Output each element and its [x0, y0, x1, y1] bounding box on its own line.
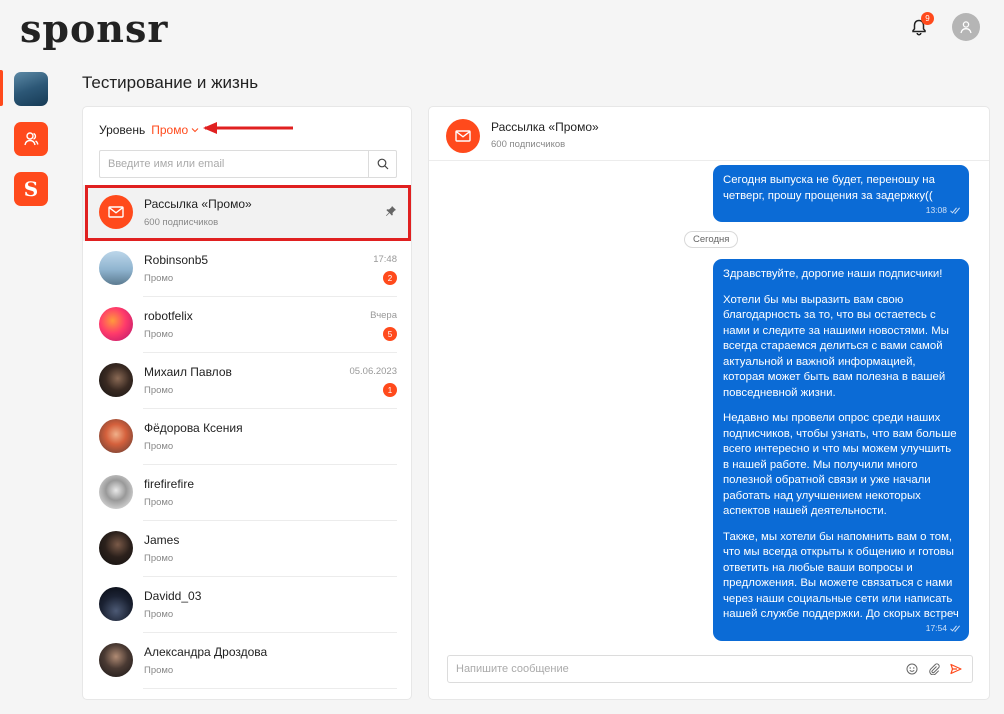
chat-subtitle: Промо: [144, 385, 174, 396]
chat-avatar: [99, 251, 133, 285]
chat-name: robotfelix: [144, 309, 193, 323]
message-text: Хотели бы мы выразить вам свою благодарность за то, что вы остаетесь с нами и следите за нашими новостями. Мы всегда стараемся делиться с вами самой актуальной и важной информацией, которая может быть вам полезна в вашей повседневной жизни.: [723, 293, 949, 399]
double-check-icon: [950, 207, 961, 214]
chat-item[interactable]: [83, 241, 412, 297]
chat-subtitle: Промо: [144, 609, 174, 620]
chat-list-panel: [82, 106, 412, 700]
chat-subtitle: Промо: [144, 497, 174, 508]
composer-actions: [906, 663, 972, 675]
unread-badge: 1: [383, 383, 397, 397]
chat-time: 17:48: [373, 254, 397, 265]
chat-subtitle: 600 подписчиков: [144, 217, 219, 228]
message-composer: [447, 655, 973, 683]
sponsr-s-icon: S: [23, 177, 39, 201]
message-input[interactable]: [448, 663, 906, 675]
message-text: Также, мы хотели бы напомнить вам о том, что мы всегда открыты к общению и готовы ответить на любые ваши вопросы и предложения. Вы можете связаться с нами через наши социальные сети или написать нашей службе поддержки. До скорых встреч: [723, 530, 959, 620]
unread-badge: 2: [383, 271, 397, 285]
chat-name: Александра Дроздова: [144, 645, 268, 659]
conversation-header: [429, 107, 989, 161]
people-icon: [22, 130, 40, 148]
chevron-down-icon: [191, 127, 199, 133]
message-text: Здравствуйте, дорогие наши подписчики!: [723, 268, 943, 280]
chat-name: Davidd_03: [144, 589, 202, 603]
chat-avatar: [99, 475, 133, 509]
send-icon[interactable]: [950, 663, 962, 675]
chat-name: Михаил Павлов: [144, 365, 232, 379]
paperclip-icon[interactable]: [928, 663, 940, 675]
day-separator: Сегодня: [684, 231, 738, 248]
page-title: Тестирование и жизнь: [82, 73, 259, 92]
chat-time: Вчера: [370, 310, 397, 321]
topbar-actions: [904, 12, 980, 42]
notifications-badge: 9: [921, 12, 934, 25]
chat-item[interactable]: [83, 297, 412, 353]
message-time: 13:08: [925, 204, 947, 215]
conversation-avatar: [446, 119, 480, 153]
level-label: Уровень: [99, 123, 146, 137]
unread-badge: 5: [383, 327, 397, 341]
search-button[interactable]: [368, 151, 396, 177]
conversation-panel: [428, 106, 990, 700]
chat-avatar: [99, 587, 133, 621]
chat-time: 05.06.2023: [349, 366, 397, 377]
level-dropdown[interactable]: [151, 123, 199, 137]
level-value: Промо: [151, 123, 189, 137]
chat-item[interactable]: [83, 353, 412, 409]
double-check-icon: [950, 625, 961, 632]
chat-item[interactable]: [83, 409, 412, 465]
chat-name: Рассылка «Промо»: [144, 197, 252, 211]
message-bubble[interactable]: [713, 165, 969, 222]
search-icon: [377, 158, 389, 170]
chat-name: firefirefire: [144, 477, 195, 491]
chat-avatar: [99, 419, 133, 453]
rail-project-people[interactable]: [14, 122, 48, 156]
search-input[interactable]: [100, 151, 368, 177]
user-avatar[interactable]: [952, 13, 980, 41]
message-time: 17:54: [925, 623, 947, 633]
chat-name: James: [144, 533, 180, 547]
message-text: Сегодня выпуска не будет, переношу на четверг, прошу прощения за задержку((: [723, 174, 935, 202]
rail-project-ocean[interactable]: [14, 72, 48, 106]
chat-item[interactable]: [83, 521, 412, 577]
emoji-icon[interactable]: [906, 663, 918, 675]
chat-subtitle: Промо: [144, 553, 174, 564]
conversation-title: Рассылка «Промо»: [491, 120, 599, 134]
chat-subtitle: Промо: [144, 273, 174, 284]
chat-avatar: [99, 643, 133, 677]
chat-subtitle: Промо: [144, 441, 174, 452]
message-text: Недавно мы провели опрос среди наших подписчиков, чтобы узнать, что вам больше всего интересно и что мы можем улучшить в нашей работе. Мы получили много полезной обратной связи и уже начали работать над улучшением некоторых аспектов нашей деятельности.: [723, 412, 957, 517]
chat-item[interactable]: [83, 577, 412, 633]
chat-list: [83, 185, 412, 689]
message-meta: [926, 203, 961, 219]
chat-item[interactable]: [83, 465, 412, 521]
divider: [143, 688, 397, 689]
chat-avatar: [99, 531, 133, 565]
message-bubble[interactable]: [713, 259, 969, 641]
conversation-subtitle: 600 подписчиков: [491, 139, 566, 150]
chat-subtitle: Промо: [144, 665, 174, 676]
rail-project-sponsr[interactable]: [14, 172, 48, 206]
message-meta: [926, 621, 961, 637]
chat-subtitle: Промо: [144, 329, 174, 340]
chat-avatar: [99, 307, 133, 341]
chat-item[interactable]: [83, 633, 412, 689]
notifications-button[interactable]: [904, 12, 934, 42]
rail-active-indicator: [0, 70, 3, 106]
search-box: [99, 150, 397, 178]
chat-avatar: [99, 363, 133, 397]
level-filter: [99, 123, 199, 137]
chat-name: Robinsonb5: [144, 253, 209, 267]
sponsr-logo[interactable]: sponsr: [20, 6, 169, 51]
chat-name: Фёдорова Ксения: [144, 421, 243, 435]
user-icon: [959, 20, 973, 34]
annotation-arrow: [203, 121, 295, 135]
mail-icon: [455, 130, 471, 142]
chat-item-promo-mailing[interactable]: [83, 185, 412, 241]
highlight-frame: [85, 185, 411, 241]
